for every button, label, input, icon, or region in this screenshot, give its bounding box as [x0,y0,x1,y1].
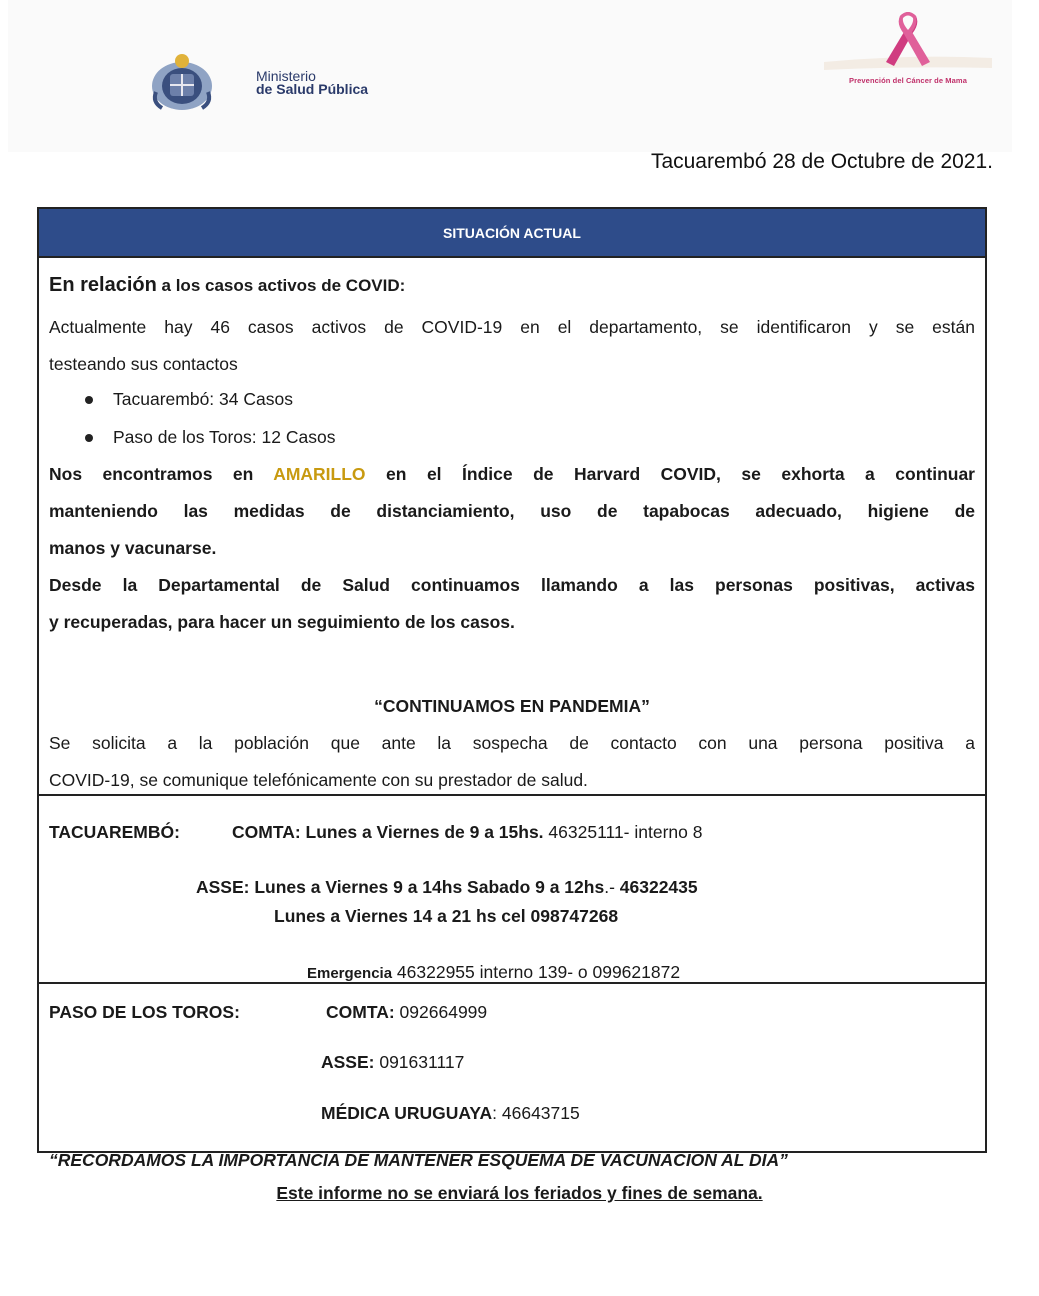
asse-evening: Lunes a Viernes 14 a 21 hs cel 098747268 [274,906,619,926]
comta-hours: COMTA: Lunes a Viernes de 9 a 15hs. [232,822,544,842]
dept-line1: Desde la Departamental de Salud continuamos llamando a las personas positivas, activas [49,575,975,595]
section-lead [49,274,405,297]
harvard-line1 [49,456,975,493]
report-date: Tacuarembó 28 de Octubre de 2021. [650,150,993,173]
harvard-color: AMARILLO [273,464,366,484]
box-title: SITUACIÓN ACTUAL [39,209,985,258]
situation-box [37,207,987,1170]
para1-line1: Actualmente hay 46 casos activos de COVID-19 en el departamento, se identificaron y se están [49,317,975,337]
tacuarembo-section [39,796,985,984]
bullet-text: Tacuarembó: 34 Casos [113,389,293,409]
tacuarembo-asse [196,877,698,898]
covid-section [39,258,985,796]
pink-ribbon-icon [824,10,992,72]
paso-comta-label: COMTA: [326,1002,395,1022]
emergencia-label: Emergencia [307,965,393,982]
footer-note: Este informe no se enviará los feriados y fines de semana. [276,1183,763,1203]
dept-line2: y recuperadas, para hacer un seguimiento de los casos. [49,612,515,632]
comta-phone: 46325111- interno 8 [543,822,703,842]
harvard-pre: Nos encontramos en [49,464,274,484]
ministry-line2: de Salud Pública [256,81,369,97]
harvard-line3: manos y vacunarse. [49,538,217,558]
asse-sep: .- [604,877,620,897]
lead-small: a los casos activos de COVID: [156,276,406,295]
paso-asse-phone: 091631117 [374,1052,465,1072]
bullet-item [85,389,293,410]
paso-medica [321,1103,580,1124]
emergencia [307,962,680,983]
paso-comta-phone: 092664999 [394,1002,488,1022]
emergencia-phone: 46322955 interno 139- o 099621872 [392,962,681,982]
bullet-dot-icon [85,434,93,442]
paso-asse [321,1052,464,1073]
paso-label: PASO DE LOS TOROS: [49,1002,240,1022]
request-line1: Se solicita a la población que ante la sospecha de contacto con una persona positiva a [49,733,975,753]
tacuarembo-comta [232,822,702,843]
asse-hours: ASSE: Lunes a Viernes 9 a 14hs Sabado 9 a 12hs [196,877,605,897]
harvard-post: en el Índice de Harvard COVID, se exhorta a continuar [365,464,975,484]
bullet-item [85,427,335,448]
para1-line2: testeando sus contactos [49,354,238,374]
paso-medica-label: MÉDICA URUGUAYA [321,1103,493,1123]
paso-section [39,984,985,1170]
cancer-prevention-logo [824,10,992,98]
ministry-logo [148,52,368,114]
paso-medica-phone: : 46643715 [492,1103,580,1123]
coat-of-arms-icon [148,52,216,114]
bullet-dot-icon [85,396,93,404]
tacuarembo-label: TACUAREMBÓ: [49,822,180,842]
request-line2: COVID-19, se comunique telefónicamente con su prestador de salud. [49,770,588,790]
bullet-text: Paso de los Toros: 12 Casos [113,427,336,447]
campaign-label: Prevención del Cáncer de Mama [849,76,967,85]
ministry-line1: Ministerio [256,68,316,84]
lead-big: En relación [49,274,157,296]
pandemic-heading: “CONTINUAMOS EN PANDEMIA” [374,696,650,716]
vaccination-reminder: “RECORDAMOS LA IMPORTANCIA DE MANTENER ESQUEMA DE VACUNACION AL DIA” [49,1150,788,1170]
paso-asse-label: ASSE: [321,1052,375,1072]
harvard-line2: manteniendo las medidas de distanciamiento, uso de tapabocas adecuado, higiene de [49,501,975,521]
paso-comta [326,1002,487,1023]
asse-phone: 46322435 [619,877,698,897]
